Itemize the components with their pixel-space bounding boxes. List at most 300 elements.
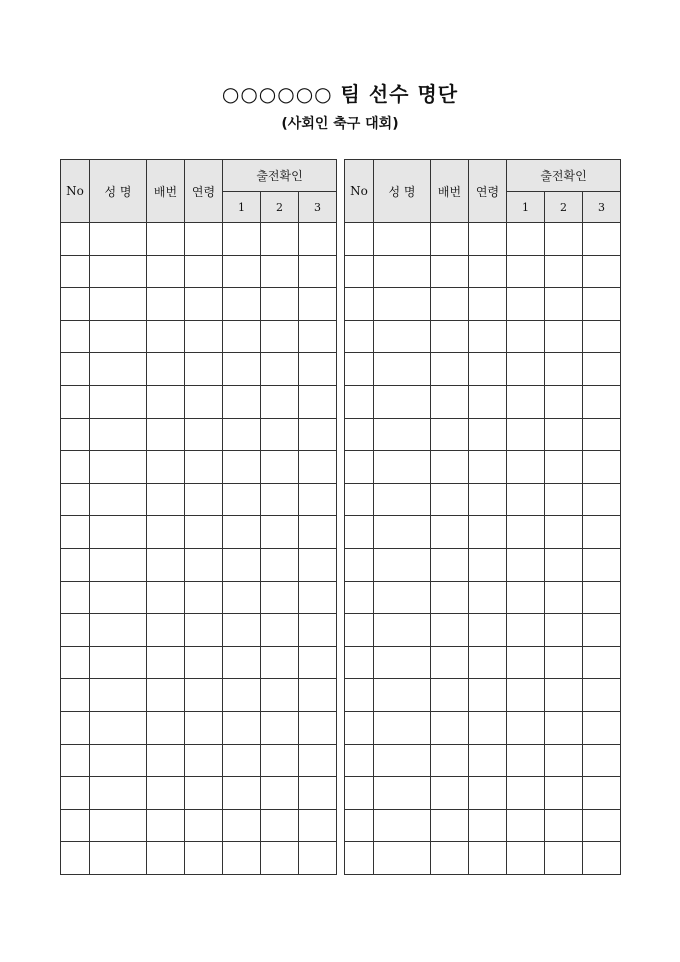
header-round-1: 1: [223, 192, 261, 223]
cell-age[interactable]: [469, 288, 507, 321]
cell-round-1[interactable]: [223, 777, 261, 810]
cell-no[interactable]: [345, 320, 374, 353]
cell-number[interactable]: [147, 483, 185, 516]
cell-round-1[interactable]: [507, 418, 545, 451]
cell-round-3[interactable]: [299, 320, 337, 353]
cell-number[interactable]: [147, 548, 185, 581]
cell-no[interactable]: [345, 646, 374, 679]
table-row: [345, 516, 621, 549]
cell-no[interactable]: [61, 451, 90, 484]
cell-number[interactable]: [431, 320, 469, 353]
cell-round-1[interactable]: [223, 483, 261, 516]
cell-age[interactable]: [469, 516, 507, 549]
cell-name[interactable]: [90, 418, 147, 451]
cell-age[interactable]: [185, 255, 223, 288]
cell-name[interactable]: [90, 223, 147, 256]
cell-age[interactable]: [469, 353, 507, 386]
cell-name[interactable]: [374, 548, 431, 581]
cell-no[interactable]: [61, 614, 90, 647]
cell-name[interactable]: [374, 679, 431, 712]
table-row: [61, 744, 337, 777]
header-name: 성 명: [374, 160, 431, 223]
cell-age[interactable]: [469, 255, 507, 288]
cell-no[interactable]: [61, 646, 90, 679]
cell-round-1[interactable]: [223, 842, 261, 875]
cell-no[interactable]: [61, 353, 90, 386]
cell-no[interactable]: [345, 777, 374, 810]
cell-round-3[interactable]: [299, 777, 337, 810]
cell-round-2[interactable]: [545, 614, 583, 647]
cell-round-3[interactable]: [299, 255, 337, 288]
cell-round-3[interactable]: [583, 777, 621, 810]
cell-no[interactable]: [61, 809, 90, 842]
cell-round-3[interactable]: [299, 842, 337, 875]
cell-number[interactable]: [431, 809, 469, 842]
cell-no[interactable]: [345, 614, 374, 647]
cell-number[interactable]: [431, 744, 469, 777]
cell-round-3[interactable]: [583, 842, 621, 875]
cell-no[interactable]: [345, 255, 374, 288]
cell-round-3[interactable]: [299, 385, 337, 418]
cell-number[interactable]: [431, 711, 469, 744]
cell-round-1[interactable]: [223, 320, 261, 353]
cell-round-2[interactable]: [261, 548, 299, 581]
cell-name[interactable]: [90, 614, 147, 647]
cell-round-2[interactable]: [261, 744, 299, 777]
cell-no[interactable]: [345, 353, 374, 386]
cell-age[interactable]: [469, 483, 507, 516]
cell-age[interactable]: [469, 223, 507, 256]
cell-round-2[interactable]: [261, 288, 299, 321]
cell-number[interactable]: [147, 418, 185, 451]
cell-round-1[interactable]: [223, 614, 261, 647]
cell-round-3[interactable]: [583, 646, 621, 679]
cell-no[interactable]: [345, 711, 374, 744]
cell-round-2[interactable]: [261, 385, 299, 418]
cell-round-2[interactable]: [545, 679, 583, 712]
cell-round-3[interactable]: [583, 255, 621, 288]
cell-name[interactable]: [374, 223, 431, 256]
cell-name[interactable]: [90, 679, 147, 712]
cell-round-1[interactable]: [223, 516, 261, 549]
cell-age[interactable]: [469, 679, 507, 712]
cell-round-1[interactable]: [507, 581, 545, 614]
cell-round-3[interactable]: [583, 320, 621, 353]
cell-round-2[interactable]: [545, 777, 583, 810]
cell-age[interactable]: [185, 418, 223, 451]
cell-name[interactable]: [374, 646, 431, 679]
cell-round-3[interactable]: [299, 451, 337, 484]
cell-number[interactable]: [147, 581, 185, 614]
cell-age[interactable]: [469, 385, 507, 418]
table-row: [61, 809, 337, 842]
cell-name[interactable]: [90, 646, 147, 679]
cell-age[interactable]: [469, 451, 507, 484]
cell-number[interactable]: [147, 223, 185, 256]
cell-no[interactable]: [345, 288, 374, 321]
table-row: [61, 581, 337, 614]
header-round-1: 1: [507, 192, 545, 223]
cell-round-1[interactable]: [223, 418, 261, 451]
cell-number[interactable]: [431, 353, 469, 386]
cell-age[interactable]: [469, 809, 507, 842]
cell-name[interactable]: [90, 744, 147, 777]
cell-number[interactable]: [431, 223, 469, 256]
cell-age[interactable]: [185, 288, 223, 321]
cell-round-3[interactable]: [583, 418, 621, 451]
cell-name[interactable]: [90, 548, 147, 581]
cell-round-3[interactable]: [299, 223, 337, 256]
header-name: 성 명: [90, 160, 147, 223]
cell-round-3[interactable]: [583, 353, 621, 386]
cell-number[interactable]: [147, 809, 185, 842]
cell-number[interactable]: [147, 255, 185, 288]
cell-no[interactable]: [61, 548, 90, 581]
cell-name[interactable]: [374, 842, 431, 875]
cell-round-1[interactable]: [507, 255, 545, 288]
cell-name[interactable]: [90, 809, 147, 842]
cell-name[interactable]: [374, 353, 431, 386]
cell-no[interactable]: [345, 516, 374, 549]
cell-no[interactable]: [345, 385, 374, 418]
cell-round-1[interactable]: [507, 548, 545, 581]
cell-round-1[interactable]: [223, 223, 261, 256]
cell-name[interactable]: [90, 385, 147, 418]
cell-age[interactable]: [185, 614, 223, 647]
header-number: 배번: [431, 160, 469, 223]
cell-round-1[interactable]: [223, 679, 261, 712]
cell-round-2[interactable]: [545, 288, 583, 321]
cell-round-3[interactable]: [583, 679, 621, 712]
cell-age[interactable]: [469, 842, 507, 875]
cell-round-1[interactable]: [507, 288, 545, 321]
cell-age[interactable]: [185, 353, 223, 386]
cell-round-1[interactable]: [223, 288, 261, 321]
cell-round-3[interactable]: [583, 744, 621, 777]
cell-round-2[interactable]: [545, 451, 583, 484]
cell-no[interactable]: [61, 418, 90, 451]
cell-number[interactable]: [147, 288, 185, 321]
cell-round-1[interactable]: [223, 548, 261, 581]
cell-round-1[interactable]: [223, 809, 261, 842]
table-row: [345, 581, 621, 614]
cell-name[interactable]: [374, 451, 431, 484]
cell-no[interactable]: [345, 809, 374, 842]
cell-age[interactable]: [185, 581, 223, 614]
cell-name[interactable]: [90, 842, 147, 875]
cell-number[interactable]: [147, 451, 185, 484]
cell-no[interactable]: [61, 483, 90, 516]
cell-round-3[interactable]: [299, 711, 337, 744]
cell-round-3[interactable]: [583, 451, 621, 484]
cell-name[interactable]: [90, 288, 147, 321]
cell-name[interactable]: [374, 320, 431, 353]
cell-no[interactable]: [61, 679, 90, 712]
cell-age[interactable]: [469, 548, 507, 581]
cell-round-2[interactable]: [261, 483, 299, 516]
cell-number[interactable]: [147, 842, 185, 875]
cell-age[interactable]: [185, 777, 223, 810]
cell-age[interactable]: [185, 744, 223, 777]
cell-no[interactable]: [345, 223, 374, 256]
cell-name[interactable]: [90, 255, 147, 288]
cell-age[interactable]: [469, 614, 507, 647]
cell-round-1[interactable]: [223, 353, 261, 386]
cell-number[interactable]: [431, 516, 469, 549]
cell-round-2[interactable]: [261, 679, 299, 712]
cell-round-2[interactable]: [261, 614, 299, 647]
cell-round-2[interactable]: [261, 418, 299, 451]
cell-name[interactable]: [90, 320, 147, 353]
cell-round-1[interactable]: [507, 451, 545, 484]
table-row: [61, 614, 337, 647]
table-row: [61, 320, 337, 353]
cell-round-3[interactable]: [299, 288, 337, 321]
cell-round-1[interactable]: [507, 483, 545, 516]
cell-round-1[interactable]: [507, 809, 545, 842]
cell-name[interactable]: [374, 777, 431, 810]
cell-age[interactable]: [185, 451, 223, 484]
cell-no[interactable]: [61, 842, 90, 875]
cell-round-3[interactable]: [299, 548, 337, 581]
cell-number[interactable]: [431, 288, 469, 321]
cell-round-2[interactable]: [261, 646, 299, 679]
cell-round-3[interactable]: [299, 516, 337, 549]
header-round-3: 3: [583, 192, 621, 223]
cell-name[interactable]: [374, 385, 431, 418]
cell-age[interactable]: [469, 320, 507, 353]
cell-round-2[interactable]: [261, 223, 299, 256]
cell-round-2[interactable]: [545, 385, 583, 418]
cell-round-1[interactable]: [507, 711, 545, 744]
cell-number[interactable]: [147, 516, 185, 549]
cell-number[interactable]: [147, 320, 185, 353]
cell-round-1[interactable]: [507, 842, 545, 875]
cell-round-1[interactable]: [507, 385, 545, 418]
cell-name[interactable]: [374, 581, 431, 614]
cell-round-2[interactable]: [261, 809, 299, 842]
cell-age[interactable]: [185, 516, 223, 549]
cell-no[interactable]: [61, 320, 90, 353]
cell-age[interactable]: [469, 646, 507, 679]
cell-age[interactable]: [185, 320, 223, 353]
cell-age[interactable]: [185, 223, 223, 256]
cell-number[interactable]: [431, 418, 469, 451]
cell-round-2[interactable]: [545, 255, 583, 288]
cell-no[interactable]: [345, 483, 374, 516]
cell-age[interactable]: [185, 679, 223, 712]
cell-round-3[interactable]: [583, 288, 621, 321]
cell-round-1[interactable]: [223, 744, 261, 777]
cell-number[interactable]: [431, 614, 469, 647]
cell-round-1[interactable]: [223, 711, 261, 744]
cell-round-1[interactable]: [223, 646, 261, 679]
table-row: [345, 614, 621, 647]
cell-round-2[interactable]: [545, 418, 583, 451]
cell-round-1[interactable]: [507, 614, 545, 647]
cell-round-3[interactable]: [299, 744, 337, 777]
cell-round-2[interactable]: [261, 711, 299, 744]
cell-number[interactable]: [431, 777, 469, 810]
cell-number[interactable]: [147, 614, 185, 647]
cell-age[interactable]: [185, 483, 223, 516]
cell-name[interactable]: [374, 614, 431, 647]
cell-no[interactable]: [61, 581, 90, 614]
table-row: [345, 483, 621, 516]
cell-no[interactable]: [61, 744, 90, 777]
cell-age[interactable]: [469, 711, 507, 744]
cell-number[interactable]: [431, 385, 469, 418]
cell-round-2[interactable]: [545, 483, 583, 516]
cell-no[interactable]: [61, 711, 90, 744]
cell-name[interactable]: [374, 255, 431, 288]
cell-no[interactable]: [61, 223, 90, 256]
cell-round-3[interactable]: [583, 516, 621, 549]
cell-number[interactable]: [431, 842, 469, 875]
cell-round-1[interactable]: [223, 581, 261, 614]
cell-number[interactable]: [431, 483, 469, 516]
cell-round-2[interactable]: [261, 842, 299, 875]
cell-round-3[interactable]: [583, 809, 621, 842]
cell-round-3[interactable]: [583, 581, 621, 614]
cell-name[interactable]: [374, 418, 431, 451]
cell-age[interactable]: [469, 418, 507, 451]
cell-number[interactable]: [147, 646, 185, 679]
cell-round-2[interactable]: [261, 581, 299, 614]
cell-round-2[interactable]: [261, 516, 299, 549]
header-age: 연령: [469, 160, 507, 223]
cell-number[interactable]: [431, 451, 469, 484]
table-row: [345, 679, 621, 712]
cell-round-3[interactable]: [583, 614, 621, 647]
cell-age[interactable]: [185, 646, 223, 679]
cell-round-2[interactable]: [545, 744, 583, 777]
cell-no[interactable]: [345, 679, 374, 712]
cell-number[interactable]: [431, 255, 469, 288]
cell-round-2[interactable]: [545, 516, 583, 549]
cell-no[interactable]: [345, 581, 374, 614]
cell-age[interactable]: [185, 711, 223, 744]
cell-number[interactable]: [147, 777, 185, 810]
cell-age[interactable]: [185, 809, 223, 842]
cell-no[interactable]: [61, 255, 90, 288]
cell-round-2[interactable]: [261, 777, 299, 810]
cell-number[interactable]: [147, 744, 185, 777]
cell-round-2[interactable]: [261, 353, 299, 386]
cell-no[interactable]: [61, 777, 90, 810]
cell-round-1[interactable]: [507, 353, 545, 386]
cell-age[interactable]: [185, 842, 223, 875]
cell-number[interactable]: [431, 581, 469, 614]
cell-round-3[interactable]: [299, 809, 337, 842]
cell-round-2[interactable]: [545, 646, 583, 679]
cell-round-1[interactable]: [223, 385, 261, 418]
cell-round-2[interactable]: [545, 548, 583, 581]
cell-round-1[interactable]: [507, 744, 545, 777]
cell-round-3[interactable]: [299, 614, 337, 647]
cell-name[interactable]: [90, 516, 147, 549]
cell-age[interactable]: [185, 385, 223, 418]
cell-name[interactable]: [374, 516, 431, 549]
cell-round-3[interactable]: [583, 385, 621, 418]
cell-number[interactable]: [431, 679, 469, 712]
cell-round-3[interactable]: [299, 353, 337, 386]
cell-name[interactable]: [90, 353, 147, 386]
cell-round-1[interactable]: [507, 777, 545, 810]
cell-name[interactable]: [90, 777, 147, 810]
cell-round-1[interactable]: [507, 223, 545, 256]
cell-round-2[interactable]: [545, 223, 583, 256]
table-row: [345, 255, 621, 288]
cell-age[interactable]: [469, 777, 507, 810]
cell-round-2[interactable]: [545, 809, 583, 842]
cell-round-3[interactable]: [299, 646, 337, 679]
cell-number[interactable]: [147, 711, 185, 744]
cell-round-3[interactable]: [583, 483, 621, 516]
cell-round-1[interactable]: [507, 320, 545, 353]
cell-name[interactable]: [90, 483, 147, 516]
cell-round-1[interactable]: [507, 679, 545, 712]
cell-no[interactable]: [61, 288, 90, 321]
cell-age[interactable]: [469, 744, 507, 777]
cell-round-2[interactable]: [545, 320, 583, 353]
cell-number[interactable]: [147, 353, 185, 386]
cell-name[interactable]: [374, 288, 431, 321]
cell-round-1[interactable]: [223, 255, 261, 288]
cell-no[interactable]: [345, 548, 374, 581]
cell-round-2[interactable]: [545, 711, 583, 744]
cell-no[interactable]: [345, 418, 374, 451]
cell-round-2[interactable]: [261, 451, 299, 484]
cell-name[interactable]: [374, 809, 431, 842]
cell-round-1[interactable]: [223, 451, 261, 484]
cell-number[interactable]: [431, 646, 469, 679]
cell-round-2[interactable]: [261, 320, 299, 353]
cell-no[interactable]: [345, 842, 374, 875]
cell-round-3[interactable]: [583, 711, 621, 744]
cell-name[interactable]: [90, 451, 147, 484]
cell-number[interactable]: [147, 679, 185, 712]
cell-round-1[interactable]: [507, 646, 545, 679]
cell-age[interactable]: [469, 581, 507, 614]
cell-round-3[interactable]: [583, 548, 621, 581]
cell-round-3[interactable]: [299, 483, 337, 516]
cell-name[interactable]: [90, 581, 147, 614]
cell-name[interactable]: [374, 711, 431, 744]
cell-no[interactable]: [345, 744, 374, 777]
header-round-2: 2: [261, 192, 299, 223]
table-row: [345, 418, 621, 451]
cell-round-3[interactable]: [299, 581, 337, 614]
cell-round-3[interactable]: [299, 418, 337, 451]
cell-number[interactable]: [431, 548, 469, 581]
cell-no[interactable]: [61, 516, 90, 549]
cell-round-1[interactable]: [507, 516, 545, 549]
cell-round-2[interactable]: [545, 581, 583, 614]
cell-round-2[interactable]: [261, 255, 299, 288]
cell-round-2[interactable]: [545, 842, 583, 875]
cell-round-3[interactable]: [299, 679, 337, 712]
cell-number[interactable]: [147, 385, 185, 418]
cell-name[interactable]: [374, 744, 431, 777]
cell-no[interactable]: [61, 385, 90, 418]
cell-round-3[interactable]: [583, 223, 621, 256]
cell-round-2[interactable]: [545, 353, 583, 386]
cell-age[interactable]: [185, 548, 223, 581]
cell-name[interactable]: [374, 483, 431, 516]
cell-name[interactable]: [90, 711, 147, 744]
cell-no[interactable]: [345, 451, 374, 484]
